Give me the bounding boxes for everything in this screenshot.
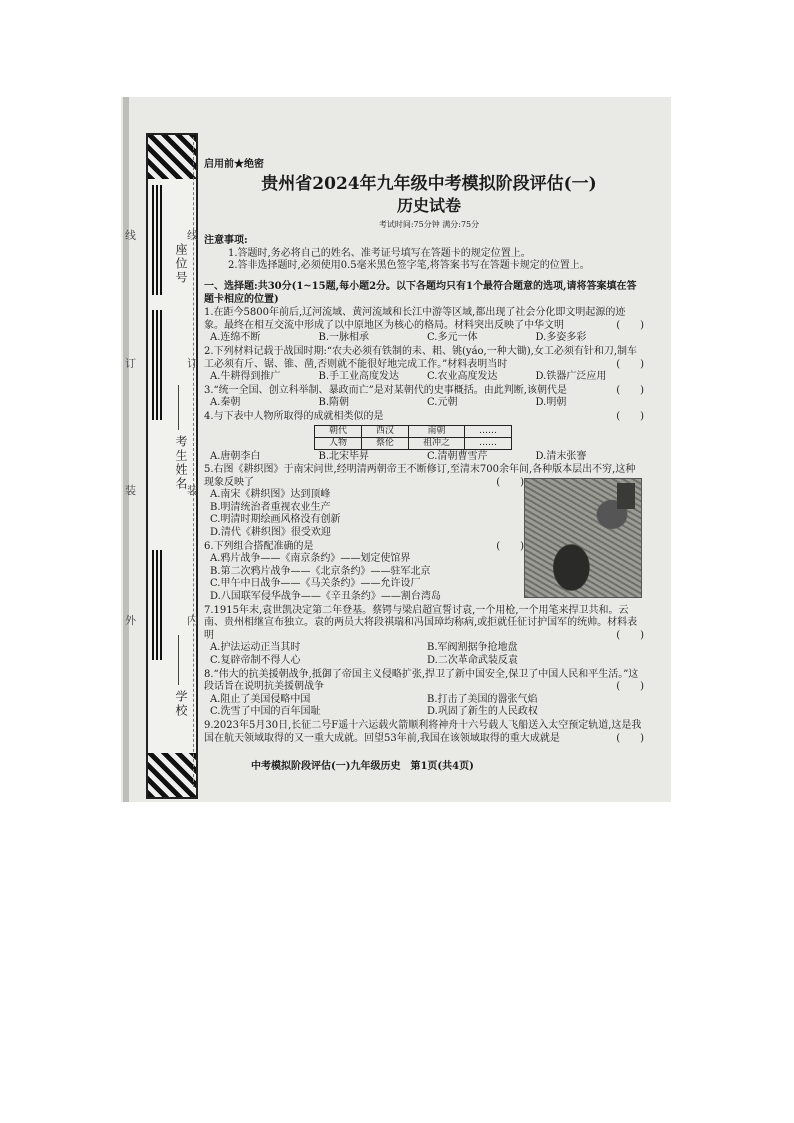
question-9 bbox=[204, 720, 644, 745]
answer-paren[interactable]: ( ) bbox=[616, 384, 644, 396]
option-a: A.连绵不断 bbox=[210, 332, 261, 344]
answer-paren[interactable]: ( ) bbox=[616, 732, 644, 744]
exam-photo bbox=[121, 97, 671, 802]
question-stem: 2.下列材料记载于战国时期:“农夫必须有铁制的耒、耜、铫(yáo,一种大锄),女工必须有针和刀,制车工必须有斤、锯、锥、凿,否则就不能很好地完成工作。”材料表明当时 bbox=[204, 345, 637, 370]
table-cell: 西汉 bbox=[362, 425, 409, 437]
option-c: C.洗雪了中国的百年国耻 bbox=[210, 706, 321, 718]
option-b: B.北宋毕昇 bbox=[318, 450, 370, 462]
option-a: A.唐朝李白 bbox=[210, 450, 261, 462]
section-heading: 一、选择题:共30分(1~15题,每小题2分。以下各题均只有1个最符合题意的选项,请将答案填在答题卡相应的位置) bbox=[204, 280, 637, 305]
outer-char-line: 线 bbox=[125, 229, 136, 242]
option-d: D.明朝 bbox=[535, 397, 567, 409]
outer-char-outside: 外 bbox=[125, 614, 136, 627]
answer-paren[interactable]: ( ) bbox=[616, 358, 644, 370]
seal-stamp bbox=[617, 483, 635, 509]
outer-char-order: 订 bbox=[125, 357, 136, 370]
binding-pattern-top bbox=[148, 135, 196, 179]
table-cell: 朝代 bbox=[315, 425, 362, 437]
option-c: C.农业高度发达 bbox=[427, 371, 498, 383]
question-1 bbox=[204, 307, 644, 345]
option-a: A.南宋《耕织图》达到顶峰 bbox=[210, 489, 331, 501]
question-stem: 3.“统一全国、创立科举制、暴政而亡”是对某朝代的史事概括。由此判断,该朝代是 bbox=[204, 384, 567, 396]
option-b: B.手工业高度发达 bbox=[318, 371, 400, 383]
question-stem: 7.1915年末,袁世凯决定第二年登基。蔡锷与梁启超宣誓讨袁,一个用枪,一个用笔来捍卫共和。云南、贵州相继宣布独立。袁的两员大将段祺瑞和冯国璋均称病,或拒就任征讨护国军的统帅。材料表明 bbox=[204, 604, 638, 641]
option-c: C.甲午中日战争——《马关条约》——允许设厂 bbox=[210, 578, 421, 590]
option-c: C.明清时期绘画风格没有创新 bbox=[210, 514, 341, 526]
option-a: A.牛耕得到推广 bbox=[210, 371, 281, 383]
notice-item: 2.答非选择题时,必须使用0.5毫米黑色签字笔,将答案书写在答题卡规定的位置上。 bbox=[228, 260, 590, 272]
question-stem: 8.“伟大的抗美援朝战争,抵御了帝国主义侵略扩张,捍卫了新中国安全,保卫了中国人民和平生活。”这段话旨在说明抗美援朝战争 bbox=[204, 668, 639, 693]
option-d: D.清代《耕织图》很受欢迎 bbox=[210, 527, 331, 539]
question-stem: 4.与下表中人物所取得的成就相类似的是 bbox=[204, 410, 384, 422]
answer-paren[interactable]: ( ) bbox=[616, 629, 644, 641]
binding-stripes bbox=[152, 550, 164, 660]
option-a: A.鸦片战争——《南京条约》——划定使馆界 bbox=[210, 553, 411, 565]
notice-item: 1.答题时,务必将自己的姓名、准考证号填写在答题卡的规定位置上。 bbox=[228, 247, 531, 259]
exam-content bbox=[204, 159, 644, 745]
table-cell: 人物 bbox=[315, 437, 362, 449]
option-d: D.二次革命武装反袁 bbox=[427, 655, 518, 666]
secret-label: 启用前★绝密 bbox=[204, 159, 264, 170]
school-label: 学校 bbox=[174, 690, 188, 718]
page-footer: 中考模拟阶段评估(一)九年级历史 第1页(共4页) bbox=[251, 761, 474, 772]
answer-paren[interactable]: ( ) bbox=[496, 476, 524, 488]
option-b: B.一脉相承 bbox=[318, 332, 370, 344]
inner-char-line: 线 bbox=[187, 229, 198, 242]
option-b: B.打击了美国的嚣张气焰 bbox=[427, 693, 538, 705]
answer-paren[interactable]: ( ) bbox=[616, 319, 644, 331]
gengzhitu-image bbox=[524, 478, 642, 598]
question-8 bbox=[204, 669, 644, 719]
binding-stripes bbox=[152, 310, 164, 420]
dynasty-table bbox=[314, 425, 512, 450]
question-stem: 6.下列组合搭配准确的是 bbox=[204, 540, 314, 552]
table-cell: 祖冲之 bbox=[409, 437, 465, 449]
exam-subtitle: 历史试卷 bbox=[396, 195, 461, 215]
notice-title: 注意事项: bbox=[204, 235, 248, 247]
option-d: D.铁器广泛应用 bbox=[535, 371, 607, 383]
binding-pattern-bottom bbox=[148, 753, 196, 797]
option-b: B.军阀割据争抢地盘 bbox=[427, 642, 518, 654]
answer-paren[interactable]: ( ) bbox=[616, 681, 644, 693]
question-2 bbox=[204, 346, 644, 384]
question-4 bbox=[204, 411, 644, 463]
question-3 bbox=[204, 385, 644, 410]
option-d: D.八国联军侵华战争——《辛丑条约》——割台湾岛 bbox=[210, 591, 441, 603]
photo-edge bbox=[123, 97, 129, 802]
option-d: D.巩固了新生的人民政权 bbox=[427, 706, 538, 718]
inner-char-inside: 内 bbox=[187, 614, 198, 627]
question-stem: 9.2023年5月30日,长征二号F遥十六运载火箭顺利将神舟十六号载人飞船送入太空预定轨道,这是我国在航天领域取得的又一重大成就。回望53年前,我国在该领域取得的重大成就是 bbox=[204, 719, 642, 744]
name-write-line[interactable] bbox=[178, 385, 179, 430]
table-cell: 南朝 bbox=[409, 425, 465, 437]
question-stem: 1.在距今5800年前后,辽河流域、黄河流域和长江中游等区域,都出现了社会分化即文明起源的迹象。最终在相互交流中形成了以中原地区为核心的格局。材料突出反映了中华文明 bbox=[204, 307, 626, 331]
option-a: A.护法运动正当其时 bbox=[210, 642, 301, 654]
question-stem: 5.右图《耕织图》于南宋问世,经明清两朝帝王不断修订,至清末700余年间,各种版本层出不穷,这种现象反映了 bbox=[204, 464, 636, 488]
answer-paren[interactable]: ( ) bbox=[496, 540, 524, 552]
seat-number-label: 座位号 bbox=[174, 243, 188, 285]
answer-paren[interactable]: ( ) bbox=[616, 410, 644, 422]
option-a: A.阻止了美国侵略中国 bbox=[210, 693, 311, 705]
school-write-line[interactable] bbox=[178, 635, 179, 685]
option-a: A.秦朝 bbox=[210, 397, 241, 409]
outer-char-bind: 装 bbox=[125, 484, 136, 497]
option-c: C.元朝 bbox=[427, 397, 458, 409]
option-c: C.多元一体 bbox=[427, 332, 478, 344]
option-c: C.复辟帝制不得人心 bbox=[210, 655, 301, 666]
option-d: D.多姿多彩 bbox=[535, 332, 587, 344]
option-b: B.第二次鸦片战争——《北京条约》——驻军北京 bbox=[210, 565, 431, 577]
exam-title: 贵州省2024年九年级中考模拟阶段评估(一) bbox=[261, 173, 597, 194]
option-c: C.清朝曹雪芹 bbox=[427, 450, 488, 462]
inner-char-order: 订 bbox=[187, 357, 198, 370]
binding-stripes bbox=[152, 185, 164, 295]
option-d: D.清末张謇 bbox=[535, 450, 587, 462]
option-b: B.明清统治者重视农业生产 bbox=[210, 501, 331, 513]
table-cell: 蔡伦 bbox=[362, 437, 409, 449]
exam-info: 考试时间:75分钟 满分:75分 bbox=[378, 219, 480, 229]
question-6 bbox=[204, 541, 524, 604]
question-7 bbox=[204, 605, 644, 668]
table-cell: …… bbox=[465, 437, 512, 449]
student-name-label: 考生姓名 bbox=[174, 435, 188, 491]
option-b: B.隋朝 bbox=[318, 397, 350, 409]
question-5 bbox=[204, 464, 644, 540]
table-cell: …… bbox=[465, 425, 512, 437]
inner-char-bind: 装 bbox=[187, 484, 198, 497]
